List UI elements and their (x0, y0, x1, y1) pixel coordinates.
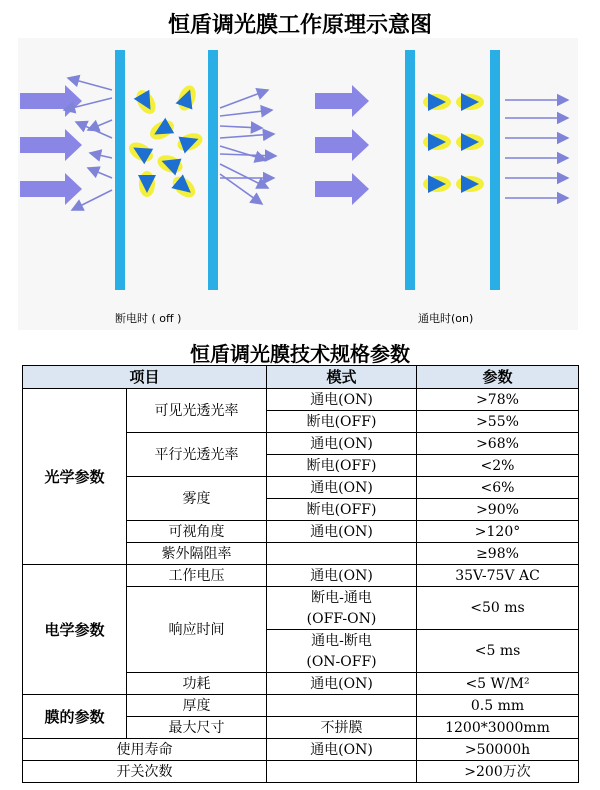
value-cell: 0.5 mm (417, 695, 579, 717)
item-response-time: 响应时间 (127, 587, 267, 673)
item-max-size: 最大尺寸 (127, 717, 267, 739)
off-left-electrode (115, 50, 125, 290)
table-row (23, 695, 579, 717)
mode-cell-line: (OFF-ON) (267, 608, 417, 630)
mode-cell: 通电(ON) (267, 433, 417, 455)
item-haze: 雾度 (127, 477, 267, 521)
mode-cell-line: 断电-通电 (267, 587, 417, 609)
table-header-row (23, 366, 579, 389)
header-mode: 模式 (267, 366, 417, 389)
value-cell: 35V-75V AC (417, 565, 579, 587)
value-cell: ≥98% (417, 543, 579, 565)
mode-cell: 不拼膜 (267, 717, 417, 739)
on-state-caption: 通电时(on) (418, 312, 474, 325)
value-cell: >78% (417, 389, 579, 411)
mode-cell-line: 通电-断电 (267, 630, 417, 652)
item-power: 功耗 (127, 673, 267, 695)
value-cell: >55% (417, 411, 579, 433)
off-incident-arrows (20, 85, 82, 205)
header-value: 参数 (417, 366, 579, 389)
mode-cell: 断电(OFF) (267, 411, 417, 433)
mode-cell-line: (ON-OFF) (267, 651, 417, 673)
value-cell: 1200*3000mm (417, 717, 579, 739)
value-cell: >120° (417, 521, 579, 543)
table-row (23, 739, 579, 761)
working-principle-diagram (0, 38, 600, 330)
table-title: 恒盾调光膜技术规格参数 (190, 342, 410, 366)
mode-cell: 通电(ON) (267, 477, 417, 499)
value-cell: >68% (417, 433, 579, 455)
item-lifetime: 使用寿命 (23, 739, 267, 761)
value-cell: <5 W/M² (417, 673, 579, 695)
off-state-caption: 断电时 ( off ) (115, 312, 182, 325)
item-viewing-angle: 可视角度 (127, 521, 267, 543)
item-thickness: 厚度 (127, 695, 267, 717)
mode-cell: 断电(OFF) (267, 499, 417, 521)
table-row (23, 761, 579, 783)
item-visible-transmittance: 可见光透光率 (127, 389, 267, 433)
header-item: 项目 (23, 366, 267, 389)
item-working-voltage: 工作电压 (127, 565, 267, 587)
value-cell: <50 ms (417, 587, 579, 630)
diagram-title: 恒盾调光膜工作原理示意图 (167, 13, 432, 38)
value-cell: >50000h (417, 739, 579, 761)
mode-cell: 断电(OFF) (267, 455, 417, 477)
table-row (23, 565, 579, 587)
table-row (23, 389, 579, 411)
value-cell: <2% (417, 455, 579, 477)
spec-table (22, 365, 579, 783)
value-cell: >90% (417, 499, 579, 521)
item-uv-blocking: 紫外隔阻率 (127, 543, 267, 565)
value-cell: <5 ms (417, 630, 579, 673)
on-left-electrode (405, 50, 415, 290)
item-parallel-transmittance: 平行光透光率 (127, 433, 267, 477)
mode-cell: 通电(ON) (267, 673, 417, 695)
mode-cell: 通电(ON) (267, 521, 417, 543)
item-switch-count: 开关次数 (23, 761, 267, 783)
group-film: 膜的参数 (23, 695, 127, 739)
mode-cell-empty (267, 543, 417, 565)
group-optical: 光学参数 (23, 389, 127, 565)
mode-cell-empty (267, 761, 417, 783)
mode-cell: 通电(ON) (267, 389, 417, 411)
on-right-electrode (490, 50, 500, 290)
off-right-electrode (208, 50, 218, 290)
on-incident-arrows (315, 85, 369, 205)
group-electrical: 电学参数 (23, 565, 127, 695)
mode-cell: 通电(ON) (267, 565, 417, 587)
mode-cell: 通电(ON) (267, 739, 417, 761)
mode-cell-empty (267, 695, 417, 717)
value-cell: >200万次 (417, 761, 579, 783)
value-cell: <6% (417, 477, 579, 499)
